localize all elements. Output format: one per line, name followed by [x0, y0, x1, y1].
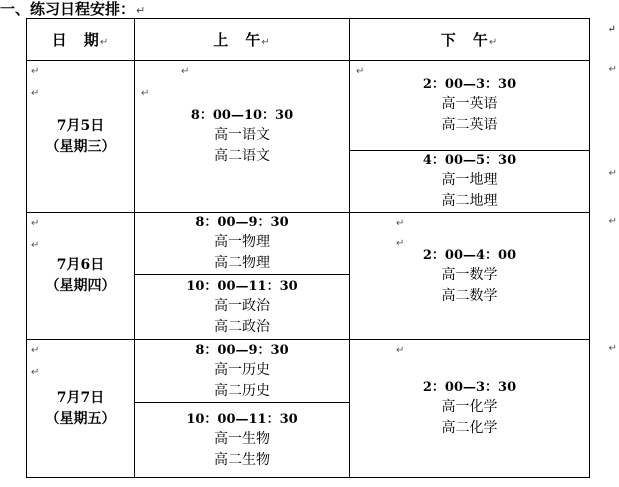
paragraph-mark-icon: ↵ — [607, 24, 617, 35]
weekday-label: （星期三） — [45, 138, 116, 155]
paragraph-mark-icon: ↵ — [181, 66, 190, 77]
paragraph-mark-icon: ↵ — [396, 218, 405, 229]
header-morning: 上 午↵ — [135, 19, 350, 61]
paragraph-mark-icon: ↵ — [396, 238, 405, 249]
paragraph-mark-icon: ↵ — [356, 66, 365, 77]
subject-item: 高二生物 — [214, 451, 270, 468]
weekday-label: （星期五） — [45, 410, 116, 427]
session-time: 2：00—4：00 — [422, 247, 517, 263]
schedule-table — [26, 18, 617, 478]
morning-session — [135, 403, 350, 478]
subject-item: 高二化学 — [441, 420, 498, 436]
paragraph-mark-icon: ↵ — [31, 88, 40, 99]
section-heading: 一、练习日程安排：↵ — [0, 0, 146, 18]
subject-item: 高一英语 — [441, 96, 498, 112]
paragraph-mark-icon: ↵ — [31, 240, 40, 251]
session-time: 2：00—3：30 — [422, 380, 517, 395]
subject-item: 高一政治 — [214, 297, 270, 314]
date-label: 7月5日 — [56, 117, 105, 134]
date-cell — [27, 340, 135, 478]
subject-item: 高一历史 — [214, 361, 270, 378]
paragraph-mark-icon: ↵ — [31, 345, 40, 356]
subject-item: 高一数学 — [441, 266, 498, 283]
subject-item: 高一生物 — [214, 430, 270, 447]
subject-item: 高二数学 — [441, 287, 498, 304]
subject-item: 高一语文 — [214, 127, 270, 143]
paragraph-mark-icon: ↵ — [31, 367, 40, 378]
morning-session — [135, 275, 350, 340]
paragraph-mark-icon: ↵ — [31, 66, 40, 77]
paragraph-mark-icon: ↵ — [608, 216, 617, 227]
morning-session — [135, 61, 350, 213]
subject-item: 高二物理 — [214, 255, 270, 271]
morning-session — [135, 213, 350, 275]
header-date: 日 期↵ — [27, 19, 135, 61]
session-time: 8：00—10：30 — [190, 108, 294, 123]
paragraph-mark-icon: ↵ — [261, 37, 271, 48]
subject-item: 高二语文 — [214, 148, 270, 164]
subject-item: 高二政治 — [214, 318, 270, 335]
weekday-label: （星期四） — [45, 278, 116, 294]
paragraph-mark-icon: ↵ — [608, 168, 617, 179]
date-label: 7月7日 — [56, 389, 105, 406]
session-time: 4：00—5：30 — [422, 153, 517, 168]
subject-item: 高一化学 — [441, 399, 498, 415]
session-time: 8：00—9：30 — [195, 215, 289, 230]
afternoon-session — [350, 61, 617, 151]
session-time: 10：00—11：30 — [186, 278, 298, 294]
subject-item: 高一物理 — [214, 234, 270, 250]
session-time: 10：00—11：30 — [186, 411, 298, 427]
date-label: 7月6日 — [56, 257, 105, 273]
subject-item: 高一地理 — [441, 172, 498, 188]
subject-item: 高二地理 — [441, 193, 498, 209]
paragraph-mark-icon: ↵ — [99, 37, 110, 48]
paragraph-mark-icon: ↵ — [396, 345, 405, 356]
afternoon-session — [350, 213, 617, 340]
afternoon-session — [350, 340, 617, 478]
paragraph-mark-icon: ↵ — [31, 218, 40, 229]
subject-item: 高二英语 — [441, 117, 498, 133]
paragraph-mark-icon: ↵ — [608, 64, 617, 75]
paragraph-mark-icon: ↵ — [608, 343, 617, 354]
afternoon-session — [350, 151, 617, 213]
session-time: 2：00—3：30 — [422, 77, 517, 92]
paragraph-mark-icon: ↵ — [136, 4, 146, 17]
date-cell — [27, 61, 135, 213]
header-afternoon: 下 午↵ ↵ — [350, 19, 590, 61]
morning-session — [135, 340, 350, 403]
date-cell — [27, 213, 135, 340]
subject-item: 高二历史 — [214, 382, 270, 399]
session-time: 8：00—9：30 — [195, 342, 289, 358]
paragraph-mark-icon: ↵ — [141, 88, 150, 99]
paragraph-mark-icon: ↵ — [488, 37, 499, 48]
